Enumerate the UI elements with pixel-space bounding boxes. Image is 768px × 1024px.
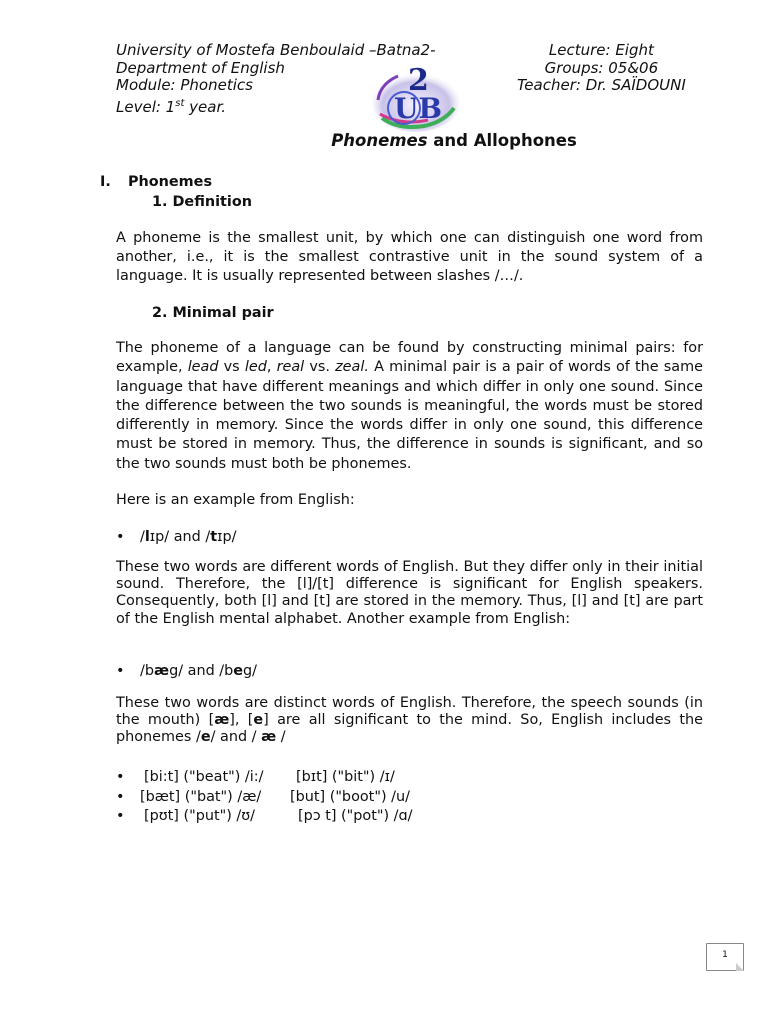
department-name: Department of English [116, 58, 285, 77]
ipa-example-list [116, 768, 413, 827]
groups: Groups: 05&06 [544, 58, 659, 77]
header-right [517, 42, 686, 95]
list-item: • [pʊt] ("put") /ʊ/ [pɔ t] ("pot") /ɑ/ [116, 808, 413, 824]
university-name: University of Mostefa Benboulaid –Batna2- [116, 41, 436, 59]
subheading-minimal-pair: 2. Minimal pair [152, 305, 274, 321]
phonemes-paragraph: These two words are distinct words of English. Therefore, the speech sounds (in the mouth) [æ], [e] are all significant to the mind. So, English includes the phonemes /e/ and / æ / [116, 695, 703, 746]
level-line: Level: 1st year. [116, 97, 227, 116]
minimal-pair-paragraph: The phoneme of a language can be found by constructing minimal pairs: for example, lead vs led, real vs. zeal. A minimal pair is a pair of words of the same language that have different meanings and which differ in only one sound. Since the difference between the two sounds is meaningful, the words must be stored differently in memory. Since the words differ in only one sound, this difference must be stored in memory. Thus, the difference in sounds is significant, and so the two sounds must both be phonemes. [116, 340, 703, 472]
example-intro: Here is an example from English: [116, 492, 355, 508]
page-title: Phonemes and Allophones [331, 131, 577, 150]
svg-text:2: 2 [408, 63, 429, 98]
bullet-example-1: • /lɪp/ and /tɪp/ [116, 529, 237, 545]
lecture-number: Lecture: Eight [548, 41, 654, 59]
teacher-name: Teacher: Dr. SAÏDOUNI [517, 76, 686, 94]
explanation-paragraph: These two words are different words of English. But they differ only in their initial sound. Therefore, the [l]/[t] difference is significant for English speakers. Consequently, both [l] and [t] are stored in the memory. Thus, [l] and [t] are part of the English mental alphabet. Another example from English: [116, 559, 703, 627]
university-logo [368, 60, 464, 134]
module-name: Module: Phonetics [116, 76, 253, 94]
list-item: • [bi:t] ("beat") /i:/ [bɪt] ("bit") /ɪ/ [116, 769, 395, 785]
bullet-example-2: • /bæg/ and /beg/ [116, 663, 258, 679]
svg-text:UB: UB [394, 92, 443, 125]
subheading-definition: 1. Definition [152, 194, 252, 210]
section-heading: I. Phonemes [100, 174, 213, 190]
list-item: • [bæt] ("bat") /æ/ [but] ("boot") /u/ [116, 788, 410, 805]
definition-paragraph: A phoneme is the smallest unit, by which one can distinguish one word from another, i.e., it is the smallest contrastive unit in the sound system of a language. It is usually represented between slashes /…/. [116, 230, 703, 285]
page-number: 1 [706, 943, 744, 971]
